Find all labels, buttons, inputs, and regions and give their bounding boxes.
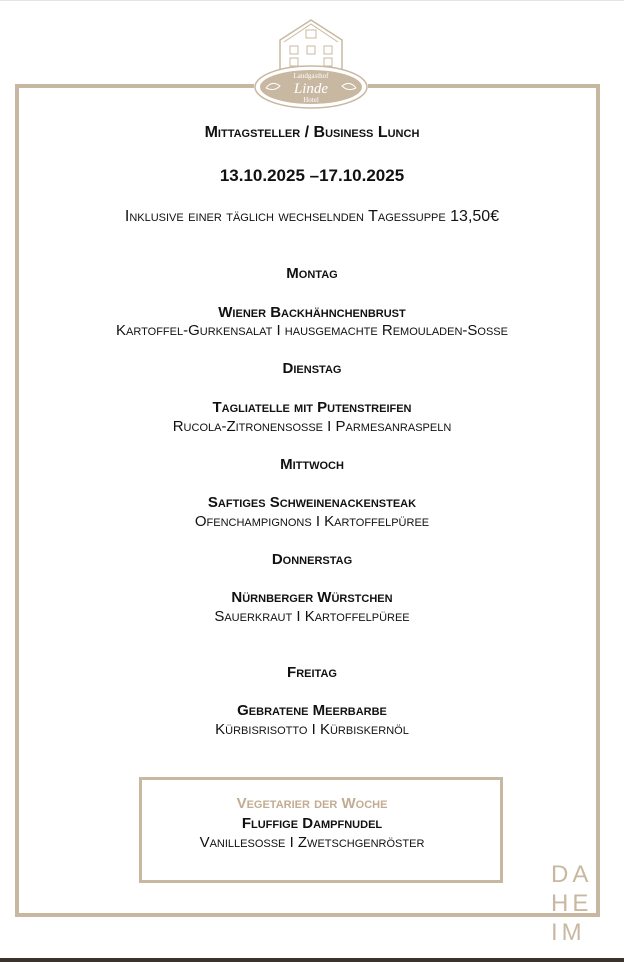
day-heading-donnerstag: Donnerstag bbox=[271, 551, 353, 568]
dish-donnerstag: Nürnberger Würstchen bbox=[231, 589, 393, 606]
inclusive-note: Inklusive einer täglich wechselnden Tagessuppe 13,50€ bbox=[124, 208, 500, 225]
sides-dienstag: Rucola-Zitronensoße I Parmesanraspeln bbox=[172, 418, 452, 435]
dish-freitag: Gebratene Meerbarbe bbox=[237, 702, 387, 719]
top-divider bbox=[0, 0, 624, 1]
daheim-line1: DA bbox=[551, 861, 593, 888]
daheim-wordmark bbox=[551, 860, 591, 947]
house-icon bbox=[280, 20, 342, 70]
sides-montag: Kartoffel-Gurkensalat I hausgemachte Remouladen-Soße bbox=[116, 322, 508, 339]
sides-donnerstag: Sauerkraut I Kartoffelpüree bbox=[214, 608, 410, 625]
day-heading-freitag: Freitag bbox=[287, 664, 337, 681]
dish-montag: Wiener Backhähnchenbrust bbox=[218, 304, 406, 321]
sides-mittwoch: Ofenchampignons I Kartoffelpüree bbox=[194, 513, 430, 530]
logo-line2: Linde bbox=[293, 81, 329, 97]
page-title: Mittagsteller / Business Lunch bbox=[204, 124, 420, 141]
date-range: 13.10.2025 –17.10.2025 bbox=[219, 166, 405, 185]
day-heading-montag: Montag bbox=[286, 265, 338, 282]
landgasthof-linde-logo bbox=[254, 18, 368, 110]
dish-dienstag: Tagliatelle mit Putenstreifen bbox=[212, 399, 412, 416]
dish-mittwoch: Saftiges Schweinenackensteak bbox=[207, 494, 417, 511]
daheim-line3: IM bbox=[551, 919, 586, 946]
vegetarian-heading: Vegetarier der Woche bbox=[236, 795, 388, 812]
logo-line1: Landgasthof bbox=[293, 72, 329, 80]
logo-line3: Hotel bbox=[303, 96, 319, 104]
sides-freitag: Kürbisrisotto I Kürbiskernöl bbox=[215, 721, 409, 738]
bottom-bar bbox=[0, 958, 624, 962]
day-heading-mittwoch: Mittwoch bbox=[280, 456, 344, 473]
day-heading-dienstag: Dienstag bbox=[282, 360, 342, 377]
daheim-line2: HE bbox=[551, 890, 593, 917]
vegetarian-dish: Fluffige Dampfnudel bbox=[241, 815, 383, 832]
vegetarian-sides: Vanillesoße I Zwetschgenröster bbox=[199, 834, 425, 851]
